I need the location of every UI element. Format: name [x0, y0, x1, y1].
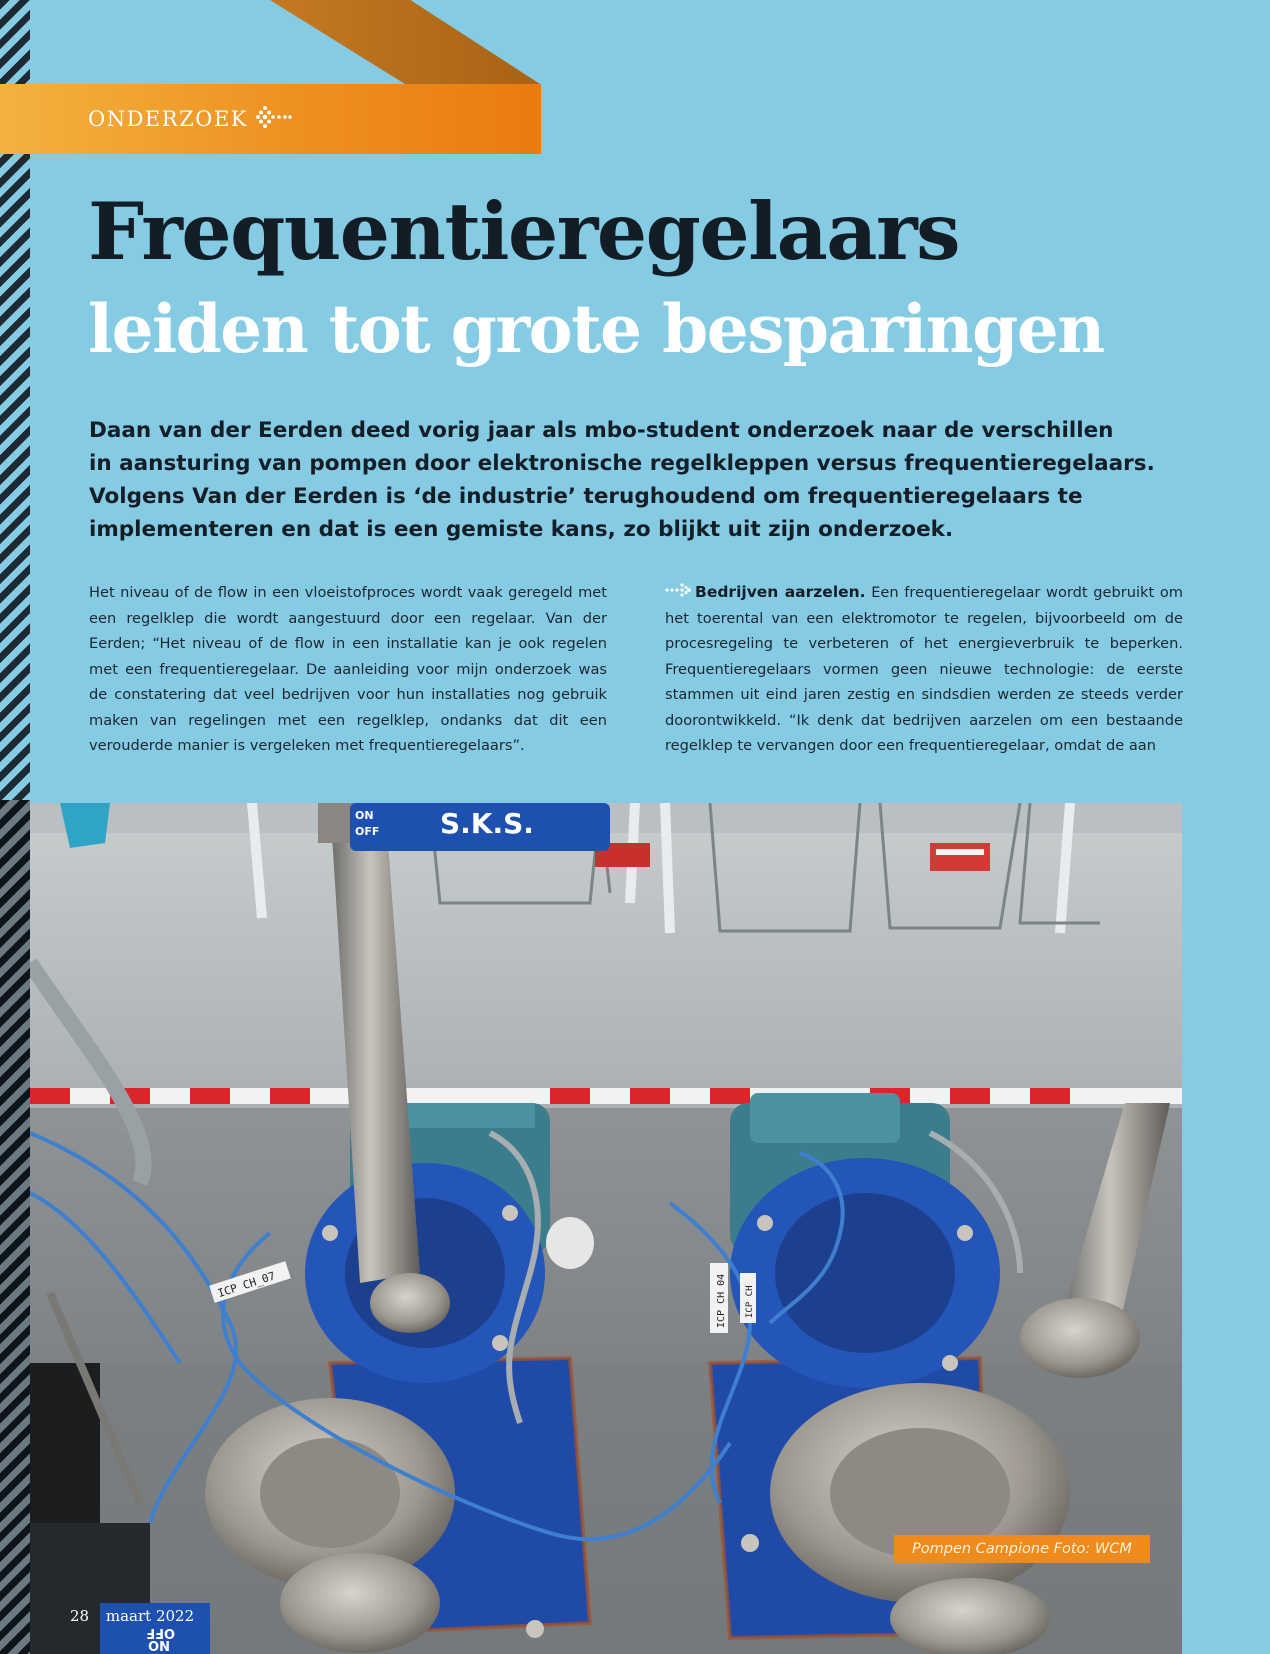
section-header-bar [0, 84, 541, 154]
page-footer [70, 1607, 194, 1625]
body-subheading: Bedrijven aarzelen. [695, 583, 866, 601]
body-paragraph-right [665, 580, 1183, 759]
body-column-right [665, 580, 1183, 759]
body-column-left [89, 580, 607, 759]
decorative-stripe-edge-lower [0, 800, 30, 1654]
photo-bottom-sign-off: OFF [146, 1625, 175, 1640]
body-paragraph: Het niveau of de flow in een vloeistofproces wordt vaak geregeld met een regelklep die wordt aangestuurd door een regelaar. Van der Eerden; “Het niveau of de flow in een installatie kan je ook regelen met een frequentieregelaar. De aanleiding voor mijn onderzoek was de constatering dat veel bedrijven voor hun installaties nog gebruik maken van regelingen met een regelklep, ondanks dat dit een verouderde manier is vergeleken met frequentieregelaars”. [89, 584, 607, 754]
photo-caption: Pompen Campione Foto: WCM [894, 1535, 1150, 1563]
section-label: ONDERZOEK [88, 107, 248, 131]
page-subtitle: leiden tot grote besparingen [88, 290, 1104, 368]
photo-tag-left: ICP CH_07 [216, 1269, 277, 1301]
page-number: 28 [70, 1607, 90, 1625]
lead-line: Volgens Van der Eerden is ‘de industrie’ terughoudend om frequentieregelaars te [89, 484, 1083, 509]
photo-tag-right: ICP CH 04 [716, 1273, 727, 1328]
dotted-diamond-arrow-icon [256, 104, 292, 134]
body-text-right: Een frequentieregelaar wordt gebruikt om het toerental van een elektromotor te regelen, bijvoorbeeld om de procesregeling te verbeteren of het energieverbruik te beperken. Frequentieregelaars vormen geen nieuwe technologie: de eerste stammen uit eind jaren zestig en sindsdien werden ze steeds verder doorontwikkeld. “Ik denk dat bedrijven aarzelen om een bestaande regelklep te vervangen door een frequentieregelaar, omdat de aan [665, 584, 1183, 755]
photo-sign-sks: S.K.S. [440, 807, 534, 840]
lead-line: in aansturing van pompen door elektronische regelkleppen versus frequentieregelaars. [89, 451, 1155, 476]
lead-paragraph [89, 414, 1159, 546]
page-title: Frequentieregelaars [88, 185, 960, 278]
photo-bottom-sign-no: NO [148, 1637, 170, 1652]
issue-date: maart 2022 [105, 1607, 195, 1625]
photo-sign-on: ON [355, 809, 374, 822]
photo-sign-off: OFF [355, 825, 380, 838]
lead-line: implementeren en dat is een gemiste kans, zo blijkt uit zijn onderzoek. [89, 517, 954, 542]
lead-line: Daan van der Eerden deed vorig jaar als mbo-student onderzoek naar de verschillen [89, 418, 1114, 443]
photo-tag-small: ICP CH [745, 1285, 755, 1318]
dotted-arrow-icon [665, 580, 691, 606]
decorative-orange-triangle [270, 0, 540, 84]
article-photo-pumps [30, 803, 1182, 1654]
